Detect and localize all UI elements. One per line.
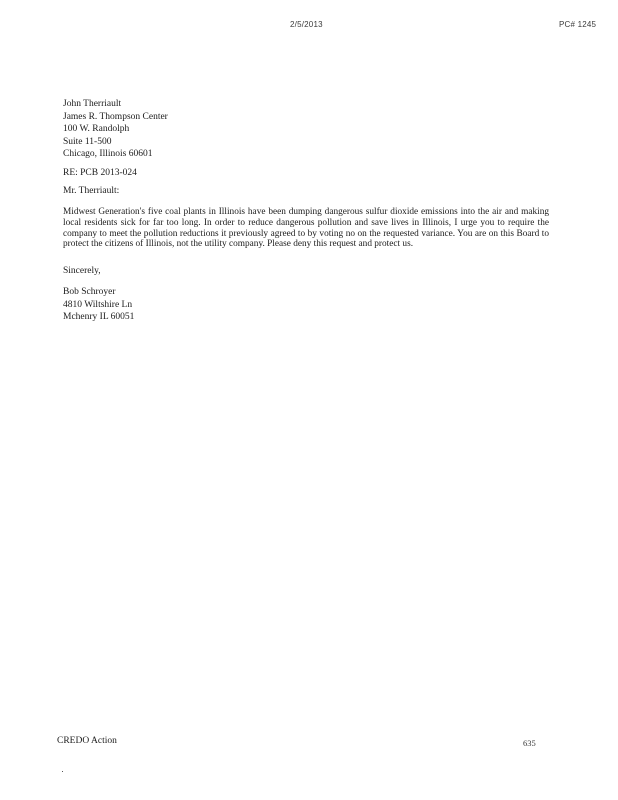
- recipient-address-block: [63, 98, 263, 161]
- sender-city: Mchenry IL 60051: [63, 312, 135, 322]
- public-comment-number: PC# 1245: [559, 20, 597, 29]
- recipient-street: 100 W. Randolph: [63, 124, 130, 134]
- letter-body: Midwest Generation's five coal plants in Illinois have been dumping dangerous sulfur dioxide emissions into the air and making local residents sick for far too long. In order to reduce dangerous pollution and save lives in Illinois, I urge you to require the company to meet the pollution reductions it previously agreed to by voting no on the requested variance. You are on this Board to protect the citizens of Illinois, not the utility company. Please deny this request and protect us.: [63, 207, 549, 250]
- footer-organization: CREDO Action: [57, 736, 117, 746]
- closing: Sincerely,: [63, 266, 101, 276]
- recipient-suite: Suite 11-500: [63, 136, 112, 147]
- salutation: Mr. Therriault:: [63, 186, 120, 196]
- fax-date-header: 2/5/2013: [290, 20, 323, 29]
- reference-line: RE: PCB 2013-024: [63, 168, 137, 178]
- sender-street: 4810 Wiltshire Ln: [63, 299, 133, 310]
- sender-block: [63, 286, 263, 324]
- recipient-building: James R. Thompson Center: [63, 111, 168, 122]
- footer-page-number: 635: [523, 738, 536, 748]
- recipient-city: Chicago, Illinois 60601: [63, 149, 153, 159]
- scan-speck: [62, 771, 63, 772]
- sender-name: Bob Schroyer: [63, 287, 116, 297]
- recipient-name: John Therriault: [63, 99, 122, 109]
